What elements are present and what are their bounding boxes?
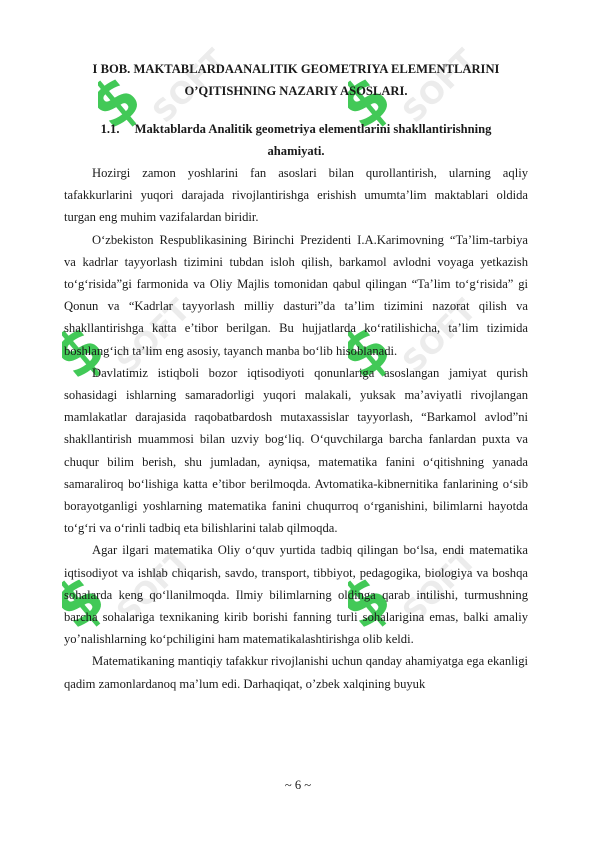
svg-text:$: $ xyxy=(348,309,405,394)
page-number: ~ 6 ~ xyxy=(284,778,312,792)
chapter-title-line-1: I BOB. MAKTABLARDAANALITIK GEOMETRIYA ELEMENTLARINI xyxy=(92,62,500,76)
paragraph-3: Davlatimiz istiqboli bozor iqtisodiyoti qonunlariga asoslangan jamiyat qurish sohasidagi ishlarning samaradorligi yuqori malakali, yuksak ma’aviyatli rivojlangan mamlakatlar darajasida raqobatbardosh mutaxassislar tayyorlash, “Barkamol avlod”ni shakllantirish muammosi bilan uzviy bog‘liq. O‘quvchilarga barcha fanlardan puxta va chuqur bilim berish, shu jumladan, ayniqsa, matematika fanini o‘qitishning yanada samaraliroq bo‘lishiga katta e’tibor berilmoqda. Avtomatika-kibnernitika fanlarining o‘sib borayotganligi yoshlarning matematika fanini chuqurroq o‘rganishini, bilimlarni hayotda to‘g‘ri va o‘rinli tadbiq eta bilishlarini talab qilmoqda. xyxy=(64,365,528,536)
paragraph-1: Hozirgi zamon yoshlarini fan asoslari bilan qurollantirish, ularning aqliy tafakkurlarini yuqori darajada rivojlantirishga erishish umumta’lim maktablari oldida turgan eng muhim vazifalardan biridir. xyxy=(64,166,528,225)
svg-text:SOFT: SOFT xyxy=(396,542,484,630)
paragraph-4: Agar ilgari matematika Oliy o‘quv yurtida tadbiq qilingan bo‘lsa, endi matematika iqtisodiyot va ishlab chiqarish, savdo, transport, tibbiyot, pedagogika, biologiya va boshqa sohalarda keng qo‘llanilmoqda. Ilmiy bilimlarning oldinga qarab intilishi, turmushning barcha sohalariga texnikaning kirib borishi fanning turli sohalarigina emas, balki amaliy yo’nalishlarning ko‘pchiligini ham matematikalashtirishga olib keldi. xyxy=(64,543,528,647)
paragraph-2: O‘zbekiston Respublikasining Birinchi Prezidenti I.A.Karimovning “Ta’lim-tarbiya va kadrlar tayyorlash tizimini tubdan isloh qilish, barkamol avlodni voyaga yetkazish to‘g‘risida”gi farmonida va Oliy Majlis tomonidan qabul qilingan “Ta’lim to‘g‘risida” gi Qonun va “Kadrlar tayyorlash milliy dasturi”da ta’lim tizimini nazorat qilish va shakllantirishga katta e’tibor berilgan. Bu hujjatlarda ko‘ratilishicha, ta’lim tizimida boshlang‘ich ta’lim eng asosiy, tayanch manba bo‘lib hisoblanadi. xyxy=(64,232,528,358)
svg-text:SOFT: SOFT xyxy=(110,542,198,630)
svg-text:SOFT: SOFT xyxy=(110,292,198,380)
svg-text:SOFT: SOFT xyxy=(146,42,234,130)
page-content xyxy=(64,58,528,695)
svg-text:SOFT: SOFT xyxy=(396,42,484,130)
svg-text:$: $ xyxy=(98,59,155,144)
svg-text:SOFT: SOFT xyxy=(396,292,484,380)
paragraph-5: Matematikaning mantiqiy tafakkur rivojlanishi uchun qanday ahamiyatga ega ekanligi qadim zamonlardanoq ma’lum edi. Darhaqiqat, o’zbek xalqining buyuk xyxy=(64,654,528,691)
svg-text:$: $ xyxy=(62,559,119,644)
section-title xyxy=(64,118,528,162)
section-title-line-1: Maktablarda Analitik geometriya elementlarini shakllantirishning xyxy=(134,122,492,136)
svg-text:$: $ xyxy=(62,309,119,394)
svg-text:$: $ xyxy=(348,59,405,144)
chapter-title-line-2: O’QITISHNING NAZARIY ASOSLARI. xyxy=(184,84,408,98)
section-title-line-2: ahamiyati. xyxy=(267,144,325,158)
svg-text:$: $ xyxy=(348,559,405,644)
section-number: 1.1. xyxy=(100,122,120,136)
